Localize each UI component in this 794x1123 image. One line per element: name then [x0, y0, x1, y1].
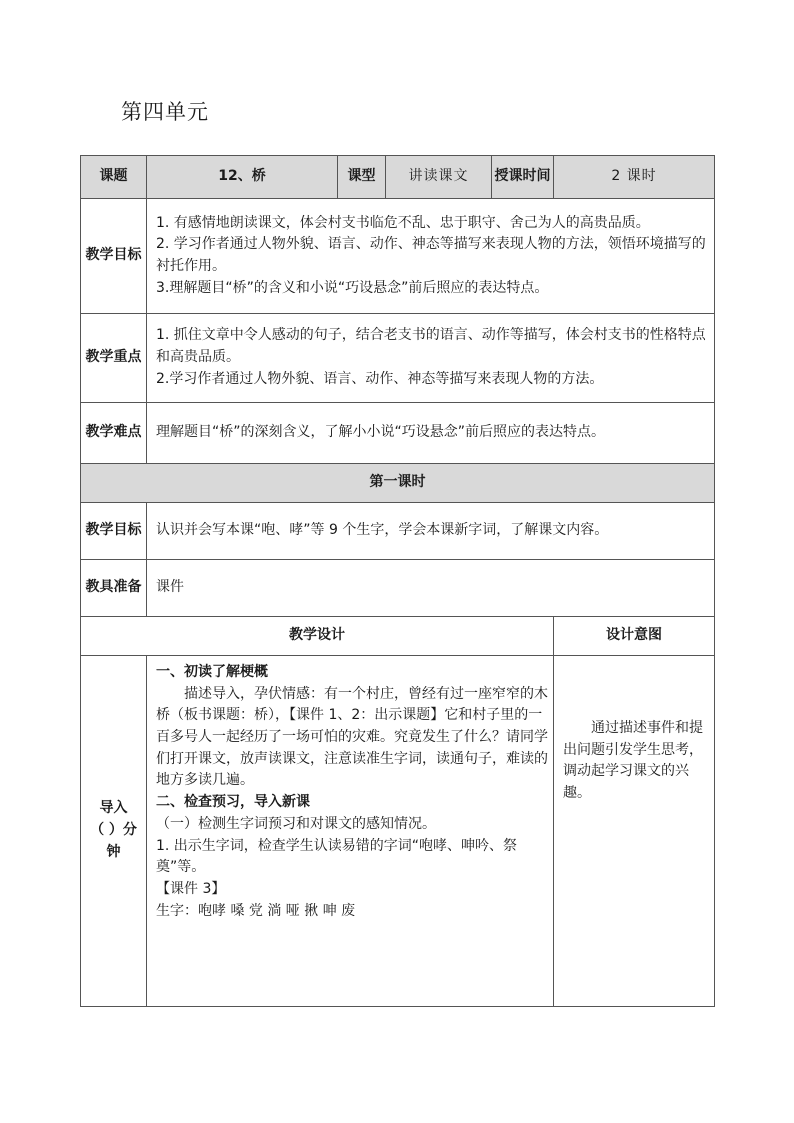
- design-column-header: 教学设计: [81, 617, 554, 656]
- design-row: [81, 656, 715, 1007]
- goals-label: 教学目标: [81, 199, 147, 314]
- key-point-item: 2.学习作者通过人物外貌、语言、动作、神态等描写来表现人物的方法。: [156, 370, 604, 387]
- lesson-goal-content: 认识并会写本课“咆、哮”等 9 个生字，学会本课新字词，了解课文内容。: [147, 503, 715, 560]
- difficulties-content: 理解题目“桥”的深刻含义，了解小小说“巧设悬念”前后照应的表达特点。: [147, 403, 715, 464]
- time-label: 授课时间: [492, 156, 554, 199]
- difficulties-label: 教学难点: [81, 403, 147, 464]
- header-row: [81, 156, 715, 199]
- difficulties-row: [81, 403, 715, 464]
- unit-title: 第四单元: [121, 100, 209, 124]
- design-header-row: [81, 617, 715, 656]
- lesson-goal-row: [81, 503, 715, 560]
- key-points-row: [81, 314, 715, 403]
- lesson-one-title: 第一课时: [81, 464, 715, 503]
- goal-item: 1. 有感情地朗读课文，体会村支书临危不乱、忠于职守、舍己为人的高贵品质。: [156, 214, 650, 231]
- topic-label: 课题: [81, 156, 147, 199]
- goals-row: [81, 199, 715, 314]
- phase-label-bot: 钟: [106, 843, 121, 860]
- time-value: 2 课时: [554, 156, 715, 199]
- intent-text: 通过描述事件和提出问题引发学生思考，调动起学习课文的兴趣。: [563, 720, 703, 802]
- key-points-content: [147, 314, 715, 403]
- lesson-goal-label: 教学目标: [81, 503, 147, 560]
- goal-item: 2. 学习作者通过人物外貌、语言、动作、神态等描写来表现人物的方法，领悟环境描写的衬托作用。: [156, 236, 706, 274]
- section1-title: 一、初读了解梗概: [156, 664, 268, 680]
- lesson-one-row: [81, 464, 715, 503]
- section1-text: 描述导入，孕伏情感：有一个村庄，曾经有过一座窄窄的木桥（板书课题：桥），【课件 1、2：出示课题】它和村子里的一百多号人一起经历了一场可怕的灾难。究竟发生了什么？请同学们打开课文，放声读课文，注意读准生字词，读通句子，难读的地方多读几遍。: [156, 685, 548, 789]
- item-text: 1. 出示生字词，检查学生认读易错的字词“咆哮、呻吟、祭奠”等。: [156, 837, 518, 876]
- goal-item: 3.理解题目“桥”的含义和小说“巧设悬念”前后照应的表达特点。: [156, 279, 549, 296]
- tools-label: 教具准备: [81, 560, 147, 617]
- phase-label-top: 导入: [99, 800, 128, 817]
- character-list: 生字：咆哮 嗓 党 淌 哑 揪 呻 废: [156, 902, 356, 919]
- intent-content: [554, 656, 715, 1007]
- slide-reference: 【课件 3】: [156, 880, 226, 897]
- phase-label-mid: （ ）分: [90, 822, 137, 839]
- goals-content: [147, 199, 715, 314]
- type-value: 讲读课文: [386, 156, 492, 199]
- section2-title: 二、检查预习，导入新课: [156, 794, 310, 811]
- topic-value: 12、桥: [147, 156, 338, 199]
- lesson-plan-table: [80, 155, 715, 1007]
- key-point-item: 1. 抓住文章中令人感动的句子，结合老支书的语言、动作等描写，体会村支书的性格特点和高贵品质。: [156, 327, 706, 366]
- tools-row: [81, 560, 715, 617]
- type-label: 课型: [338, 156, 386, 199]
- intent-column-header: 设计意图: [554, 617, 715, 656]
- tools-content: 课件: [147, 560, 715, 617]
- key-points-label: 教学重点: [81, 314, 147, 403]
- design-content: [147, 656, 554, 1007]
- phase-label: [81, 656, 147, 1007]
- sub-heading: （一）检测生字词预习和对课文的感知情况。: [156, 815, 436, 832]
